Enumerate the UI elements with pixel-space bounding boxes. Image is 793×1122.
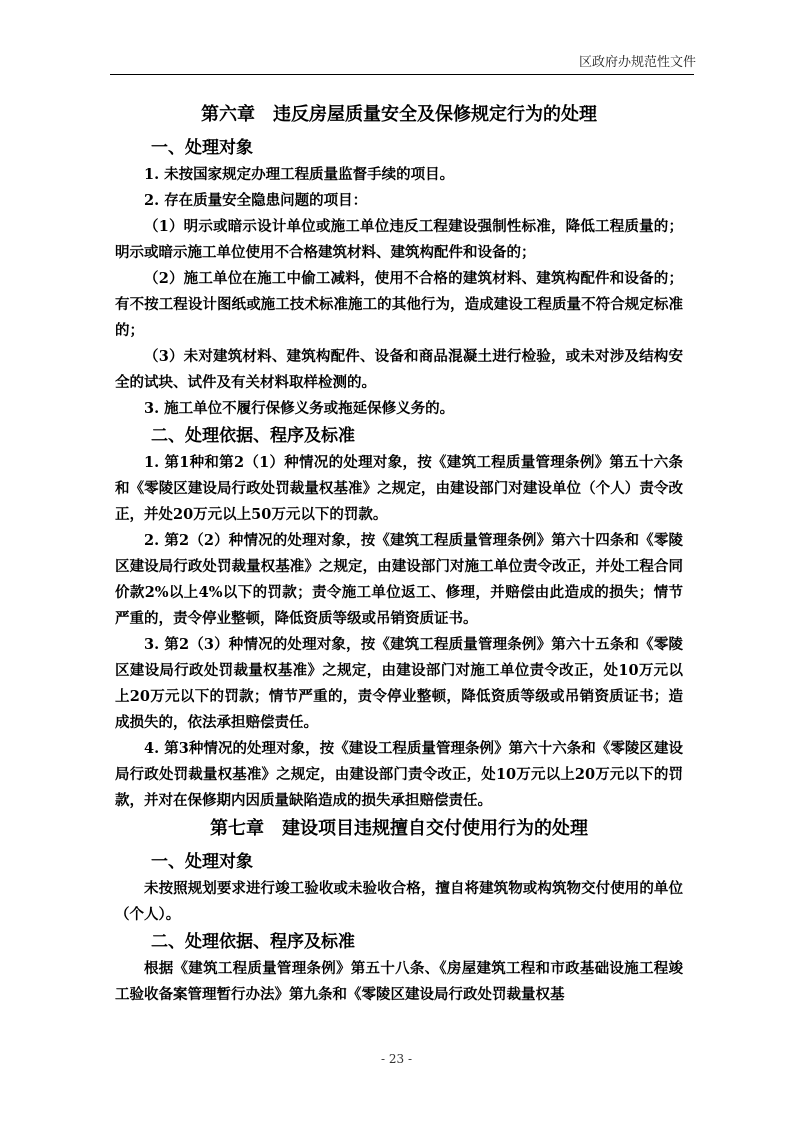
header-title: 区政府办规范性文件	[578, 55, 696, 70]
document-body	[115, 100, 683, 1008]
paragraph: 4. 第3种情况的处理对象，按《建设工程质量管理条例》第六十六条和《零陵区建设局行政处罚裁量权基准》之规定，由建设部门责令改正，处10万元以上20万元以下的罚款，并对在保修期内因质量缺陷造成的损失承担赔偿责任。	[115, 740, 683, 809]
paragraph: 3. 第2（3）种情况的处理对象，按《建筑工程质量管理条例》第六十五条和《零陵区建设局行政处罚裁量权基准》之规定，由建设部门对施工单位责令改正，处10万元以上20万元以下的罚款；情节严重的，责令停业整顿，降低资质等级或吊销资质证书；造成损失的，依法承担赔偿责任。	[115, 636, 683, 731]
page-number: - 23 -	[380, 1052, 412, 1066]
section-heading: 一、处理对象	[151, 138, 253, 158]
paragraph: （3）未对建筑材料、建筑构配件、设备和商品混凝土进行检验，或未对涉及结构安全的试块、试件及有关材料取样检测的。	[115, 348, 683, 391]
section-heading: 二、处理依据、程序及标准	[151, 932, 355, 952]
chapter-6	[115, 100, 683, 814]
chapter-7	[115, 814, 683, 1008]
paragraph: （2）施工单位在施工中偷工减料，使用不合格的建筑材料、建筑构配件和设备的；有不按工程设计图纸或施工技术标准施工的其他行为，造成建设工程质量不符合规定标准的；	[115, 270, 683, 339]
section-heading: 二、处理依据、程序及标准	[151, 426, 355, 446]
paragraph: 1. 未按国家规定办理工程质量监督手续的项目。	[144, 166, 455, 183]
chapter-title: 第六章 违反房屋质量安全及保修规定行为的处理	[201, 104, 597, 125]
paragraph: 2. 第2（2）种情况的处理对象，按《建筑工程质量管理条例》第六十四条和《零陵区建设局行政处罚裁量权基准》之规定，由建设部门对施工单位责令改正，并处工程合同价款2%以上4%以下的罚款；责令施工单位返工、修理，并赔偿由此造成的损失；情节严重的，责令停业整顿，降低资质等级或吊销资质证书。	[115, 532, 683, 627]
paragraph: 2. 存在质量安全隐患问题的项目：	[144, 192, 368, 209]
chapter-title: 第七章 建设项目违规擅自交付使用行为的处理	[210, 818, 588, 839]
header-rule	[110, 74, 694, 75]
paragraph: 1. 第1种和第2（1）种情况的处理对象，按《建筑工程质量管理条例》第五十六条和《零陵区建设局行政处罚裁量权基准》之规定，由建设部门对建设单位（个人）责令改正，并处20万元以上50万元以下的罚款。	[115, 454, 683, 523]
paragraph: （1）明示或暗示设计单位或施工单位违反工程建设强制性标准，降低工程质量的；明示或暗示施工单位使用不合格建筑材料、建筑构配件和设备的；	[115, 218, 683, 261]
section-heading: 一、处理对象	[151, 852, 253, 872]
paragraph: 根据《建筑工程质量管理条例》第五十八条、《房屋建筑工程和市政基础设施工程竣工验收备案管理暂行办法》第九条和《零陵区建设局行政处罚裁量权基	[115, 960, 683, 1003]
paragraph: 3. 施工单位不履行保修义务或拖延保修义务的。	[144, 400, 455, 417]
paragraph: 未按照规划要求进行竣工验收或未验收合格，擅自将建筑物或构筑物交付使用的单位（个人）。	[115, 880, 683, 923]
